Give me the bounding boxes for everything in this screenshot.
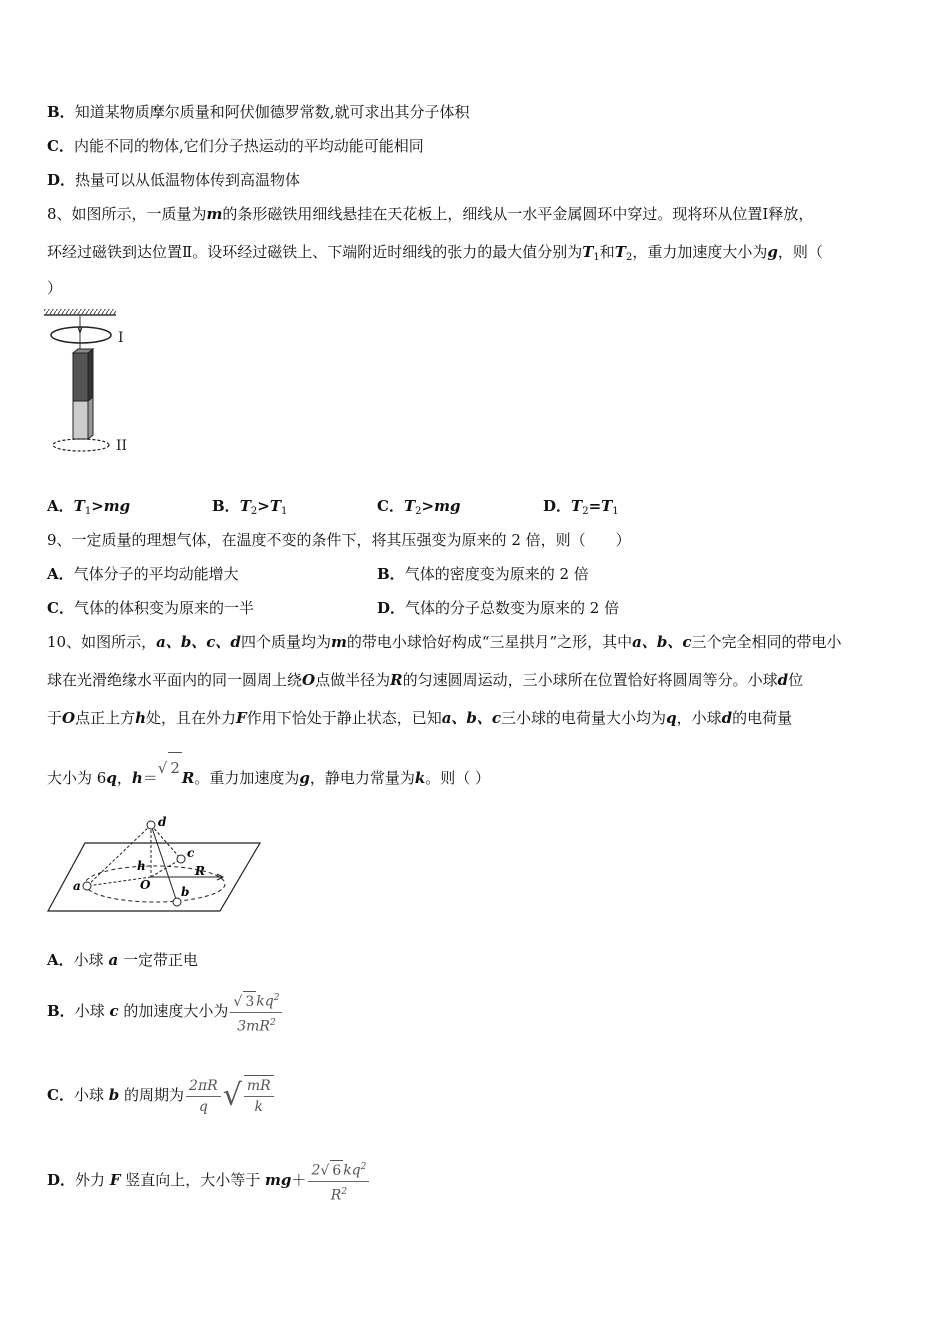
option-text: 内能不同的物体,它们分子热运动的平均动能可能相同 [73,137,424,155]
q9-option-c: C．气体的体积变为原来的一半 [47,599,254,617]
magnet-bottom [73,401,88,439]
option-text: 知道某物质摩尔质量和阿伏伽德罗常数,就可求出其分子体积 [74,103,470,121]
svg-text:d: d [158,815,167,829]
ceiling [44,309,116,315]
ball-a [83,882,91,890]
q7-option-d [47,170,300,190]
option-label: C． [47,137,74,155]
svg-text:O: O [140,878,151,892]
q10-stem-line2: 球在光滑绝缘水平面内的同一圆周上绕O点做半径为R的匀速圆周运动，三小球所在位置恰好将圆周等分。小球d位 [47,671,804,689]
position-label-2: II [116,438,128,454]
fraction-force: $\frac{2√ 6 kq^2}{R^2}$ [308,1157,369,1205]
svg-text:b: b [181,885,190,899]
three-stars-figure [45,815,265,915]
ring-position-2 [53,439,109,451]
ball-b [173,898,181,906]
sqrt-2: 2 [168,752,182,783]
svg-text:c: c [187,846,195,860]
q8-stem-line2: 环经过磁铁到达位置Ⅱ。设环经过磁铁上、下端附近时细线的张力的最大值分别为$T_1$和$T_2$，重力加速度大小为g，则（ [47,243,823,263]
option-label: B． [47,103,75,121]
fraction-period: $\frac{2\pi R}{q}$ [186,1076,221,1117]
q8-stem-line3: ） [47,279,63,297]
q8-option-a: A．$T_1>mg$ [47,497,131,517]
ball-c [177,855,185,863]
magnet-top [73,353,88,401]
q10-option-c: C．小球 b 的周期为 $\frac{2\pi R}{q}$ √ $\frac{mR}{k}$ [47,1070,276,1121]
q10-option-a: A．小球 a 一定带正电 [47,951,198,969]
q10-option-d: D．外力 F 竖直向上，大小等于 mg＋ $\frac{2√ 6 kq^2}{R^2}$ [47,1155,371,1205]
svg-text:a: a [73,879,81,893]
q8-option-d: D．$T_2=T_1$ [543,497,619,517]
svg-text:h: h [137,859,146,873]
position-label-1: I [118,330,124,346]
q10-stem-line1: 10、如图所示，a、b、c、d四个质量均为m的带电小球恰好构成“三星拱月”之形，其中a、b、c三个完全相同的带电小 [47,633,842,651]
magnet-ring-figure [40,305,150,465]
q10-option-b: B．小球 c 的加速度大小为 $\frac{√ 3 kq^2}{3mR^2}$ [47,988,284,1036]
q9-option-d: D．气体的分子总数变为原来的 2 倍 [377,599,620,617]
q7-option-c [47,136,424,156]
q10-stem-line3: 于O点正上方h处，且在外力F作用下恰处于静止状态，已知a、b、c三小球的电荷量大小均为q，小球d的电荷量 [47,709,793,727]
option-label: D． [47,171,76,189]
q7-option-b [47,102,469,122]
fraction: $\frac{√ 3 kq^2}{3mR^2}$ [230,988,282,1036]
q8-stem-line1: 8、如图所示，一质量为m的条形磁铁用细线悬挂在天花板上，细线从一水平金属圆环中穿过。现将环从位置Ⅰ释放， [47,205,814,223]
q8-option-c: C．$T_2>mg$ [377,497,461,517]
ball-d [147,821,155,829]
q8-option-b: B．$T_2>T_1$ [212,497,288,517]
q10-stem-line4: 大小为 6q，h＝√ 2R。重力加速度为g，静电力常量为k。则（ ） [47,762,490,793]
svg-text:R: R [195,864,205,878]
fraction-root: $\frac{mR}{k}$ [244,1075,274,1117]
q9-option-a: A．气体分子的平均动能增大 [47,565,239,583]
q9-stem: 9、一定质量的理想气体，在温度不变的条件下，将其压强变为原来的 2 倍，则（ ） [47,531,631,549]
q9-option-b: B．气体的密度变为原来的 2 倍 [377,565,589,583]
option-text: 热量可以从低温物体传到高温物体 [75,171,301,189]
